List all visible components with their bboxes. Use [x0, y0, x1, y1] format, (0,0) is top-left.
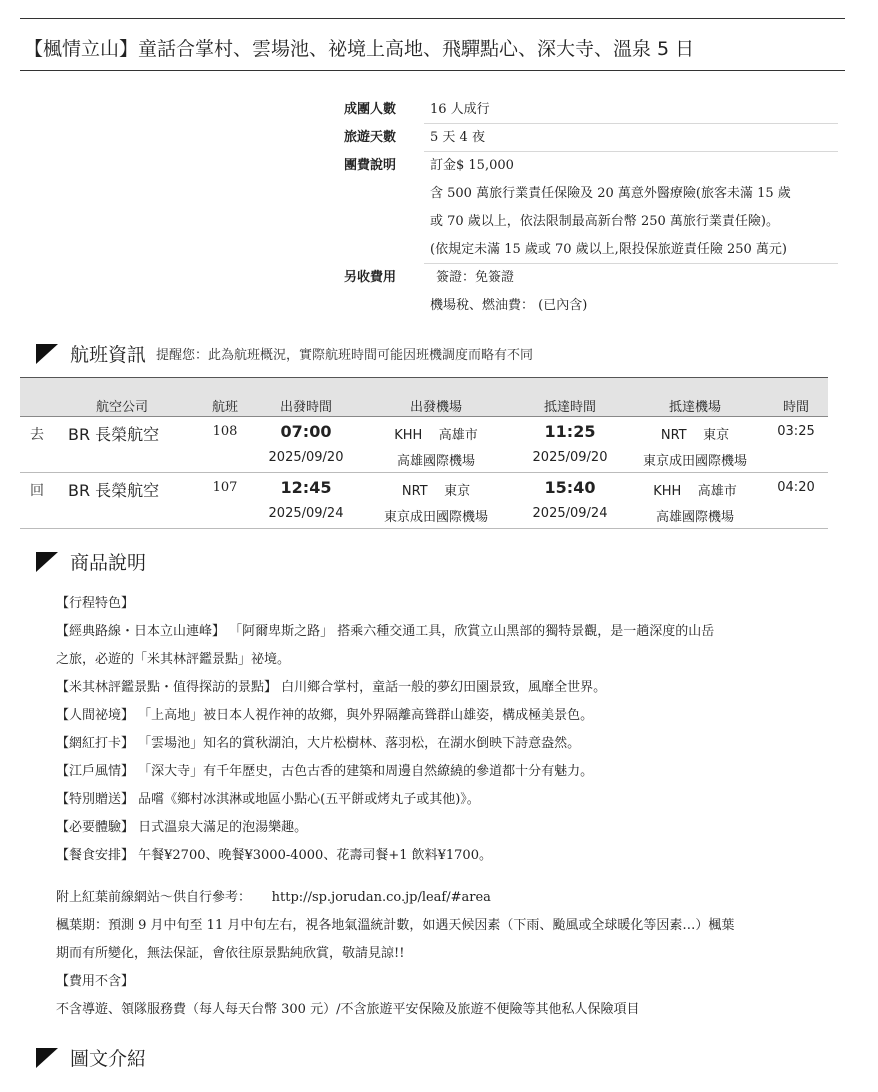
col-dep-airport: 出發機場 — [409, 400, 463, 415]
extra-fee-row — [340, 264, 840, 320]
days-value: 5 天 4 夜 — [424, 124, 838, 152]
triangle-bullet-icon — [36, 344, 58, 364]
arr-date: 2025/09/20 — [532, 450, 608, 465]
days-row — [340, 124, 840, 152]
feature-line: 【必要體驗】 日式溫泉大滿足的泡湯樂趣。 — [56, 820, 308, 835]
days-label: 旅遊天數 — [344, 130, 397, 145]
leaf-link-line: 附上紅葉前線網站～供自行參考： http://sp.jorudan.co.jp/leaf/#area — [56, 890, 491, 905]
fee-deposit-amount: 15,000 — [468, 158, 514, 173]
airline-name: BR 長榮航空 — [68, 481, 160, 500]
feature-line: 【網紅打卡】 「雲場池」知名的賞秋湖泊，大片松樹林、落羽松，在湖水倒映下詩意盎然。 — [56, 736, 581, 751]
group-size-label: 成團人數 — [344, 102, 397, 117]
flight-row-outbound — [20, 417, 828, 473]
direction-label: 去 — [30, 427, 44, 443]
tour-info — [340, 96, 840, 320]
exclusions-line: 不含導遊、領隊服務費（每人每天台幣 300 元）/不含旅遊平安保險及旅遊不便險等其他私人保險項目 — [56, 1002, 640, 1017]
col-arr-airport: 抵達機場 — [668, 400, 722, 415]
arr-airport-code: NRT 東京 — [660, 428, 730, 443]
dep-airport-name: 東京成田國際機場 — [383, 510, 489, 525]
dep-time: 12:45 — [280, 478, 332, 497]
intro-section-heading — [36, 1044, 146, 1071]
flight-number: 107 — [212, 480, 238, 495]
tax-line: 機場稅、燃油費： (已內含) — [430, 298, 588, 313]
dep-airport-code: KHH 高雄市 — [394, 428, 478, 443]
feature-line: 【餐食安排】 午餐¥2700、晚餐¥3000-4000、花壽司餐+1 飲料¥1700。 — [56, 848, 492, 863]
feature-line: 之旅，必遊的「米其林評鑑景點」祕境。 — [56, 652, 291, 667]
triangle-bullet-icon — [36, 552, 58, 572]
fee-line-3: 或 70 歲以上，依法限制最高新台幣 250 萬旅行業責任險)。 — [430, 214, 779, 229]
visa-line: 簽證：免簽證 — [436, 270, 515, 285]
flight-duration: 04:20 — [777, 480, 815, 495]
dep-airport-code: NRT 東京 — [401, 484, 471, 499]
group-size-row — [340, 96, 840, 124]
extra-fee-label: 另收費用 — [344, 270, 397, 285]
fee-deposit — [424, 152, 838, 180]
dep-airport-name: 高雄國際機場 — [396, 454, 476, 469]
col-airline: 航空公司 — [95, 400, 149, 415]
arr-airport-code: KHH 高雄市 — [653, 484, 737, 499]
flight-duration: 03:25 — [777, 424, 815, 439]
col-arr-time: 抵達時間 — [543, 400, 597, 415]
fee-line-4: (依規定未滿 15 歲或 70 歲以上,限投保旅遊責任險 250 萬元) — [424, 236, 838, 264]
flight-row-return — [20, 473, 828, 529]
fee-row — [340, 152, 840, 264]
flight-section-note: 提醒您：此為航班概況，實際航班時間可能因班機調度而略有不同 — [156, 348, 534, 363]
col-duration: 時間 — [782, 400, 810, 415]
col-flight: 航班 — [211, 400, 239, 415]
fee-line-2: 含 500 萬旅行業責任保險及 20 萬意外醫療險(旅客未滿 15 歲 — [430, 186, 791, 201]
page-title: 【楓情立山】童話合掌村、雲場池、祕境上高地、飛驒點心、深大寺、溫泉 5 日 — [24, 38, 695, 60]
arr-date: 2025/09/24 — [532, 506, 608, 521]
triangle-bullet-icon — [36, 1048, 58, 1068]
dep-time: 07:00 — [280, 422, 332, 441]
arr-time: 15:40 — [544, 478, 596, 497]
intro-section-title: 圖文介紹 — [70, 1048, 147, 1070]
title-bar — [20, 18, 845, 71]
flight-section-heading — [36, 340, 533, 367]
exclusions-heading: 【費用不含】 — [56, 974, 135, 989]
airline-name: BR 長榮航空 — [68, 425, 160, 444]
features-heading: 【行程特色】 — [56, 596, 135, 611]
flight-table-header — [20, 377, 828, 417]
feature-line: 【江戶風情】 「深大寺」有千年歷史，古色古香的建築和周邊自然繚繞的參道都十分有魅力。 — [56, 764, 594, 779]
col-dep-time: 出發時間 — [279, 400, 333, 415]
arr-airport-name: 高雄國際機場 — [655, 510, 735, 525]
feature-line: 【人間祕境】 「上高地」被日本人視作神的故鄉，與外界隔離高聳群山雄姿，構成極美景色。 — [56, 708, 594, 723]
flight-section-title: 航班資訊 — [70, 344, 147, 366]
group-size-value: 16 人成行 — [424, 96, 838, 124]
feature-line: 【米其林評鑑景點・值得探訪的景點】 白川鄉合掌村，童話一般的夢幻田園景致，風靡全世界。 — [56, 680, 607, 695]
feature-line: 【特別贈送】 品嚐《鄉村冰淇淋或地區小點心(五平餅或烤丸子或其他)》。 — [56, 792, 480, 807]
spacer — [56, 870, 840, 884]
product-section-heading — [36, 548, 146, 575]
dep-date: 2025/09/24 — [268, 506, 344, 521]
flight-number: 108 — [212, 424, 238, 439]
leaf-period-line: 楓葉期：預測 9 月中旬至 11 月中旬左右，視各地氣溫統計數，如遇天候因素（下雨、颱風或全球暖化等因素…）楓葉 — [56, 918, 735, 933]
fee-label: 團費說明 — [344, 158, 397, 173]
arr-time: 11:25 — [544, 422, 596, 441]
feature-line: 【經典路線・日本立山連峰】 「阿爾卑斯之路」 搭乘六種交通工具，欣賞立山黑部的獨特景觀，是一趟深度的山岳 — [56, 624, 715, 639]
dep-date: 2025/09/20 — [268, 450, 344, 465]
product-section-title: 商品說明 — [70, 552, 147, 574]
fee-deposit-prefix: 訂金$ — [430, 158, 469, 173]
leaf-period-line: 期而有所變化，無法保証，會依往原景點純欣賞，敬請見諒!! — [56, 946, 405, 961]
flight-table — [20, 377, 828, 529]
product-description — [56, 590, 840, 1024]
direction-label: 回 — [30, 483, 44, 499]
arr-airport-name: 東京成田國際機場 — [642, 454, 748, 469]
